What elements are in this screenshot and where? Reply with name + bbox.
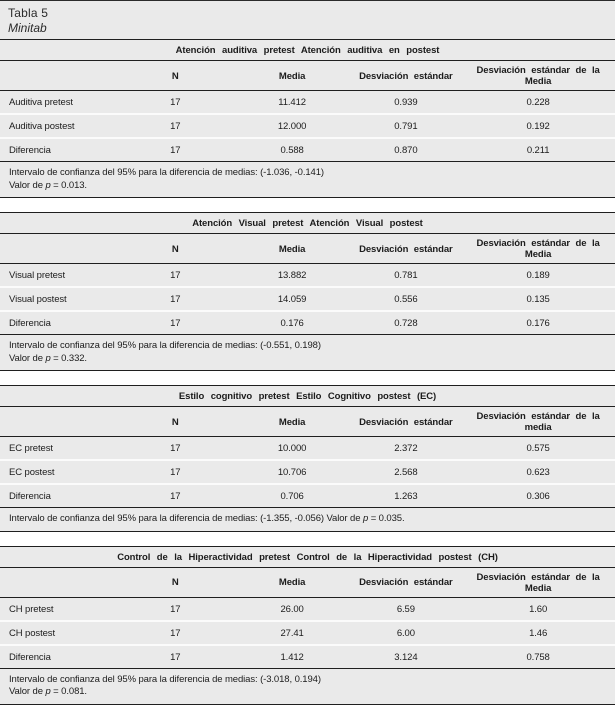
sd-cell: 0.939	[351, 91, 462, 115]
n-cell: 17	[117, 484, 234, 508]
col-header-sdm: Desviación estándar de la Media	[461, 568, 615, 598]
empty-header-cell	[0, 234, 117, 264]
media-cell: 0.176	[234, 311, 351, 335]
col-header-media: Media	[234, 568, 351, 598]
col-header-sd: Desviación estándar	[351, 568, 462, 598]
table-row	[0, 621, 615, 645]
header-row	[0, 407, 615, 437]
sdm-cell: 0.135	[461, 287, 615, 311]
n-cell: 17	[117, 264, 234, 288]
sd-cell: 6.00	[351, 621, 462, 645]
stat-table-estilo-cognitivo	[0, 385, 615, 532]
media-cell: 13.882	[234, 264, 351, 288]
media-cell: 11.412	[234, 91, 351, 115]
stat-table-atencion-visual	[0, 212, 615, 371]
col-header-sdm: Desviación estándar de la Media	[461, 61, 615, 91]
table-row	[0, 114, 615, 138]
data-table	[0, 568, 615, 669]
table-row	[0, 287, 615, 311]
table-row	[0, 437, 615, 461]
table-row	[0, 460, 615, 484]
sdm-cell: 0.189	[461, 264, 615, 288]
col-header-n: N	[117, 568, 234, 598]
n-cell: 17	[117, 460, 234, 484]
p-symbol: p	[45, 686, 51, 697]
row-label: Auditiva postest	[0, 114, 117, 138]
row-label: CH postest	[0, 621, 117, 645]
sd-cell: 1.263	[351, 484, 462, 508]
media-cell: 10.000	[234, 437, 351, 461]
row-label: Visual postest	[0, 287, 117, 311]
col-header-n: N	[117, 234, 234, 264]
media-cell: 14.059	[234, 287, 351, 311]
table-title: Control de la Hiperactividad pretest Control de la Hiperactividad postest (CH)	[0, 547, 615, 568]
sd-cell: 0.556	[351, 287, 462, 311]
p-symbol: p	[45, 179, 51, 191]
header-row	[0, 234, 615, 264]
table-title: Atención auditiva pretest Atención auditiva en postest	[0, 40, 615, 61]
data-table	[0, 407, 615, 508]
table-row	[0, 264, 615, 288]
sdm-cell: 0.575	[461, 437, 615, 461]
col-header-sd: Desviación estándar	[351, 407, 462, 437]
media-cell: 0.588	[234, 138, 351, 162]
col-header-sdm: Desviación estándar de la media	[461, 407, 615, 437]
sd-cell: 2.372	[351, 437, 462, 461]
empty-header-cell	[0, 568, 117, 598]
p-value-prefix: Valor de	[9, 352, 43, 364]
media-cell: 26.00	[234, 597, 351, 621]
sd-cell: 0.791	[351, 114, 462, 138]
n-cell: 17	[117, 311, 234, 335]
sdm-cell: 0.758	[461, 645, 615, 669]
n-cell: 17	[117, 287, 234, 311]
sdm-cell: 0.192	[461, 114, 615, 138]
table-title: Estilo cognitivo pretest Estilo Cognitivo postest (EC)	[0, 386, 615, 407]
media-cell: 27.41	[234, 621, 351, 645]
p-value-text	[9, 686, 606, 699]
n-cell: 17	[117, 91, 234, 115]
sd-cell: 3.124	[351, 645, 462, 669]
col-header-media: Media	[234, 407, 351, 437]
p-value-prefix: Valor de	[9, 179, 43, 191]
sd-cell: 6.59	[351, 597, 462, 621]
media-cell: 12.000	[234, 114, 351, 138]
row-label: Diferencia	[0, 484, 117, 508]
sd-cell: 0.781	[351, 264, 462, 288]
media-cell: 0.706	[234, 484, 351, 508]
table-row	[0, 484, 615, 508]
row-label: CH pretest	[0, 597, 117, 621]
table-footnote	[0, 162, 615, 197]
table-title: Atención Visual pretest Atención Visual postest	[0, 213, 615, 234]
stat-table-atencion-auditiva	[0, 39, 615, 198]
col-header-sd: Desviación estándar	[351, 234, 462, 264]
p-symbol: p	[362, 513, 369, 524]
table-footnote	[0, 508, 615, 531]
col-header-media: Media	[234, 234, 351, 264]
empty-header-cell	[0, 407, 117, 437]
media-cell: 10.706	[234, 460, 351, 484]
col-header-media: Media	[234, 61, 351, 91]
table-row	[0, 311, 615, 335]
row-label: Diferencia	[0, 311, 117, 335]
p-value-text	[9, 180, 606, 193]
col-header-n: N	[117, 407, 234, 437]
sdm-cell: 0.228	[461, 91, 615, 115]
col-header-sdm: Desviación estándar de la Media	[461, 234, 615, 264]
sd-cell: 2.568	[351, 460, 462, 484]
p-value-text	[327, 513, 405, 524]
media-cell: 1.412	[234, 645, 351, 669]
table-row	[0, 138, 615, 162]
sdm-cell: 0.211	[461, 138, 615, 162]
table-caption-title: Tabla 5	[8, 6, 49, 20]
p-value-number: = 0.013.	[53, 179, 87, 191]
n-cell: 17	[117, 138, 234, 162]
row-label: EC postest	[0, 460, 117, 484]
row-label: Visual pretest	[0, 264, 117, 288]
sdm-cell: 1.60	[461, 597, 615, 621]
header-row	[0, 568, 615, 598]
p-value-prefix: Valor de	[326, 513, 361, 524]
data-table	[0, 234, 615, 335]
header-row	[0, 61, 615, 91]
sd-cell: 0.728	[351, 311, 462, 335]
confidence-interval-text: Intervalo de confianza del 95% para la diferencia de medias: (-0.551, 0.198)	[9, 340, 321, 351]
p-value-prefix: Valor de	[9, 686, 43, 697]
sdm-cell: 0.176	[461, 311, 615, 335]
n-cell: 17	[117, 621, 234, 645]
table-caption	[0, 0, 615, 39]
empty-header-cell	[0, 61, 117, 91]
data-table	[0, 61, 615, 162]
row-label: Auditiva pretest	[0, 91, 117, 115]
p-value-number: = 0.081.	[53, 686, 87, 697]
p-value-number: = 0.035.	[370, 513, 405, 524]
col-header-sd: Desviación estándar	[351, 61, 462, 91]
table-row	[0, 645, 615, 669]
row-label: Diferencia	[0, 138, 117, 162]
sdm-cell: 0.306	[461, 484, 615, 508]
row-label: EC pretest	[0, 437, 117, 461]
row-label: Diferencia	[0, 645, 117, 669]
p-value-number: = 0.332.	[53, 352, 87, 364]
sd-cell: 0.870	[351, 138, 462, 162]
confidence-interval-text: Intervalo de confianza del 95% para la diferencia de medias: (-1.355, -0.056)	[9, 513, 324, 524]
stat-table-control-hiperactividad	[0, 546, 615, 705]
table-caption-subtitle: Minitab	[8, 21, 47, 35]
table-row	[0, 91, 615, 115]
table-footnote	[0, 669, 615, 704]
n-cell: 17	[117, 645, 234, 669]
table-footnote	[0, 335, 615, 370]
col-header-n: N	[117, 61, 234, 91]
sdm-cell: 0.623	[461, 460, 615, 484]
n-cell: 17	[117, 597, 234, 621]
p-symbol: p	[45, 352, 51, 364]
table-row	[0, 597, 615, 621]
n-cell: 17	[117, 437, 234, 461]
confidence-interval-text: Intervalo de confianza del 95% para la diferencia de medias: (-3.018, 0.194)	[9, 673, 321, 685]
confidence-interval-text: Intervalo de confianza del 95% para la diferencia de medias: (-1.036, -0.141)	[9, 167, 324, 178]
p-value-text	[9, 353, 606, 366]
n-cell: 17	[117, 114, 234, 138]
sdm-cell: 1.46	[461, 621, 615, 645]
